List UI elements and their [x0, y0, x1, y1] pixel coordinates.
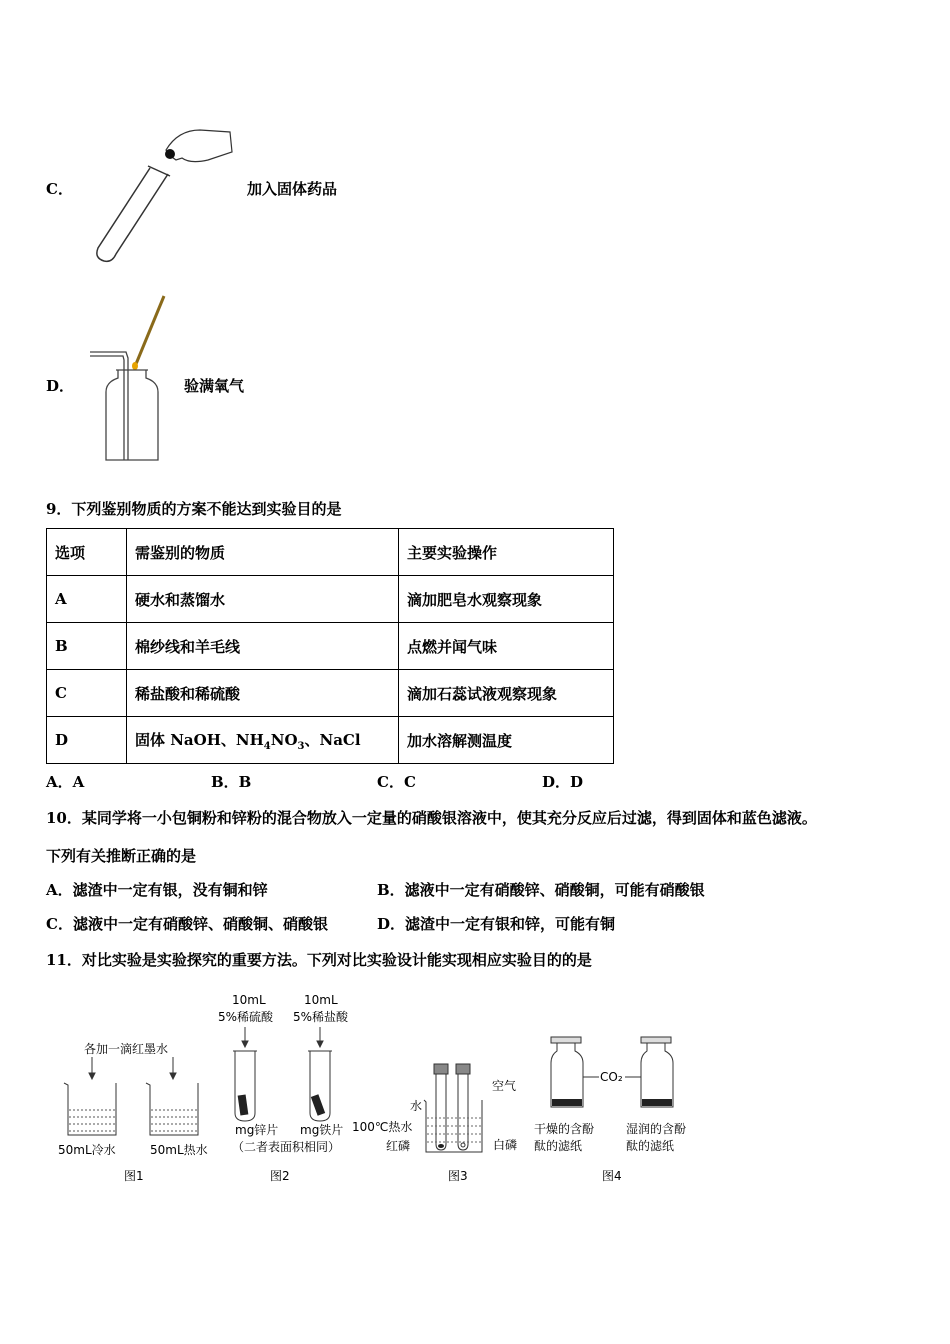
- q9-answer-a: A．A: [46, 773, 85, 791]
- q10-question-line2: 下列有关推断正确的是: [46, 847, 197, 865]
- option-c-letter: C．: [46, 180, 73, 198]
- row-operation: 加水溶解测温度: [399, 717, 614, 764]
- q10-option-b: B．滤液中一定有硝酸锌、硝酸铜，可能有硝酸银: [377, 881, 705, 899]
- table-row: [47, 717, 614, 764]
- fig3-water-label: 水: [410, 1099, 423, 1113]
- fig3-white-phosphorus-label: 白磷: [493, 1138, 518, 1152]
- fig2-caption: 图2: [270, 1169, 290, 1183]
- fig4-co2-label: CO₂: [600, 1070, 623, 1084]
- fig3-air-label: 空气: [492, 1079, 517, 1093]
- fig1-beakers: [58, 1055, 208, 1145]
- q10-option-a: A．滤渣中一定有银，没有铜和锌: [46, 881, 268, 899]
- option-d-letter: D．: [46, 377, 75, 395]
- table-row: [47, 576, 614, 623]
- fig4-dry-label-1: 干燥的含酚: [534, 1122, 595, 1136]
- gas-bottle-illustration: [88, 292, 168, 464]
- q9-table: [46, 528, 614, 764]
- row-option: D: [47, 717, 127, 764]
- fig3-hot-water-label: 100℃热水: [352, 1120, 413, 1134]
- fig4-wet-label-2: 酞的滤纸: [626, 1139, 675, 1153]
- q10-option-d: D．滤渣中一定有银和锌，可能有铜: [377, 915, 616, 933]
- fig3-apparatus: [420, 1060, 495, 1160]
- q9-answer-d: D．D: [542, 773, 584, 791]
- row-operation: 滴加肥皂水观察现象: [399, 576, 614, 623]
- fig4-caption: 图4: [602, 1169, 622, 1183]
- fig4-wet-label-1: 湿润的含酚: [626, 1122, 687, 1136]
- option-d-label: 验满氧气: [184, 377, 245, 395]
- row-operation: 滴加石蕊试液观察现象: [399, 670, 614, 717]
- fig2-acid1-volume: 10mL: [232, 993, 266, 1007]
- row-substances: 固体 NaOH、$NH_4NO_3$、NaCl: [127, 717, 399, 764]
- q9-answer-b: B．B: [211, 773, 252, 791]
- header-substances: 需鉴别的物质: [127, 529, 399, 576]
- q9-question: 9．下列鉴别物质的方案不能达到实验目的是: [46, 500, 342, 518]
- fig1-caption: 图1: [124, 1169, 144, 1183]
- row-substances: 稀盐酸和稀硫酸: [127, 670, 399, 717]
- table-row: [47, 670, 614, 717]
- fig2-acid2-volume: 10mL: [304, 993, 338, 1007]
- q9-answer-c: C．C: [377, 773, 416, 791]
- fig2-acid1-name: 5%稀硫酸: [218, 1010, 274, 1024]
- test-tube-solid-illustration: [90, 120, 240, 265]
- row-option: A: [47, 576, 127, 623]
- q10-question-line1: 10．某同学将一小包铜粉和锌粉的混合物放入一定量的硝酸银溶液中，使其充分反应后过滤，得到固体和蓝色滤液。: [46, 809, 817, 827]
- fig2-metal2-label: mg铁片: [300, 1123, 344, 1137]
- row-substances: 棉纱线和羊毛线: [127, 623, 399, 670]
- fig2-acid2-name: 5%稀盐酸: [293, 1010, 349, 1024]
- row-operation: 点燃并闻气味: [399, 623, 614, 670]
- fig3-caption: 图3: [448, 1169, 468, 1183]
- header-operation: 主要实验操作: [399, 529, 614, 576]
- row-substances: 硬水和蒸馏水: [127, 576, 399, 623]
- q11-question: 11．对比实验是实验探究的重要方法。下列对比实验设计能实现相应实验目的的是: [46, 951, 592, 969]
- row-option: C: [47, 670, 127, 717]
- option-c-label: 加入固体药品: [247, 180, 338, 198]
- fig2-test-tubes: [225, 1025, 345, 1125]
- fig1-left-label: 50mL冷水: [58, 1143, 116, 1157]
- fig4-dry-label-2: 酞的滤纸: [534, 1139, 583, 1153]
- table-header-row: [47, 529, 614, 576]
- fig2-note: （二者表面积相同）: [232, 1140, 341, 1154]
- fig1-top-label: 各加一滴红墨水: [84, 1042, 169, 1056]
- header-option: 选项: [47, 529, 127, 576]
- q10-option-c: C．滤液中一定有硝酸锌、硝酸铜、硝酸银: [46, 915, 328, 933]
- fig1-right-label: 50mL热水: [150, 1143, 208, 1157]
- fig3-red-phosphorus-label: 红磷: [386, 1139, 411, 1153]
- table-row: [47, 623, 614, 670]
- fig2-metal1-label: mg锌片: [235, 1123, 279, 1137]
- row-option: B: [47, 623, 127, 670]
